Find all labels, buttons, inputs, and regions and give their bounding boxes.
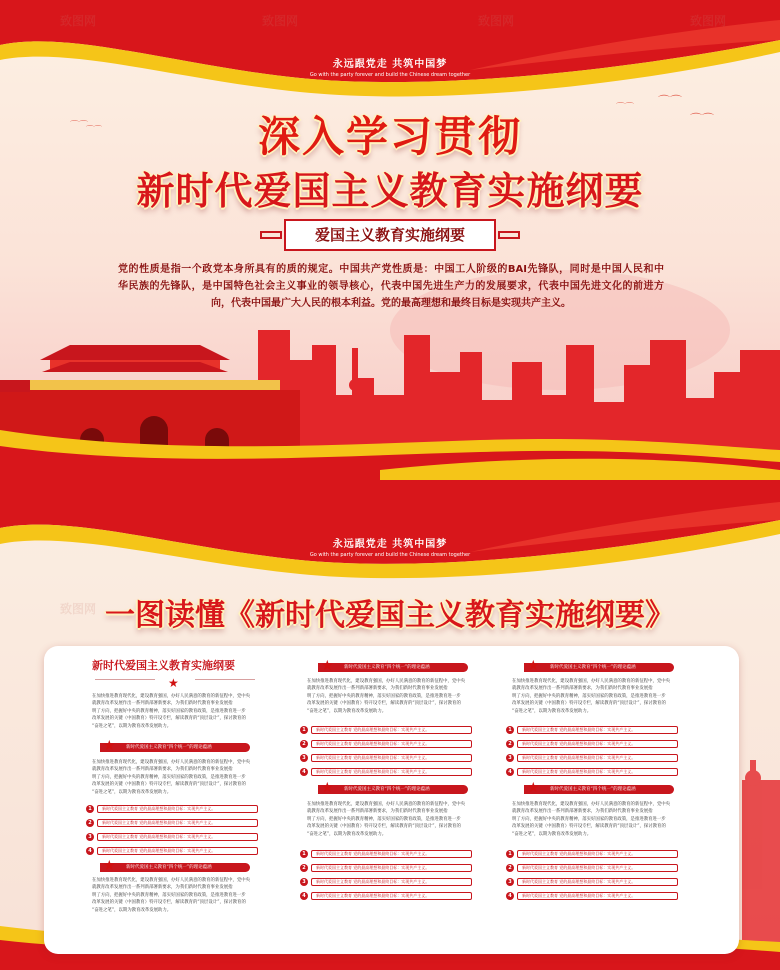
list-item <box>86 847 258 855</box>
item-text: 新时代爱国主义教育 党的最高理想和最终目标：实现共产主义。 <box>311 864 472 872</box>
paragraph-line: 在加快推进教育现代化，建设教育强国，办好人民满意的教育的新征程中，党中央 <box>307 679 466 684</box>
list-item <box>506 864 678 872</box>
star-icon: ★ <box>168 676 179 690</box>
paragraph-line: 在加快推进教育现代化，建设教育强国，办好人民满意的教育的新征程中，党中央 <box>512 802 671 807</box>
column-paragraph <box>92 693 250 730</box>
item-text: 新时代爱国主义教育 党的最高理想和最终目标：实现共产主义。 <box>517 754 678 762</box>
column-paragraph <box>512 678 670 715</box>
paragraph-line: “奋进之笔”，以期为教育改革发展助力。 <box>307 831 387 837</box>
paragraph-line: 明了方向，把握好中央的教育精神，落实好国家的教育政策，是推进教育进一步 <box>92 892 246 898</box>
slogan-chinese: 永远跟党走 共筑中国梦 <box>332 59 448 70</box>
column-paragraph <box>92 877 250 914</box>
item-number: 1 <box>506 726 514 734</box>
intro-line: 向，代表中国最广大人民的根本利益。党的最高理想和最终目标是实现共产主义。 <box>211 298 571 309</box>
paragraph-line: 明了方向，把握好中央的教育精神，落实好国家的教育政策，是推进教育进一步 <box>92 774 246 780</box>
item-text: 新时代爱国主义教育 党的最高理想和最终目标：实现共产主义。 <box>311 878 472 886</box>
item-number: 4 <box>506 892 514 900</box>
list-item <box>506 850 678 858</box>
subtitle-banner <box>284 219 496 251</box>
star-icon: ★ <box>527 780 540 796</box>
intro-line: 华民族的先锋队，是中国特色社会主义事业的领导核心，代表中国先进生产力的发展要求，代表中国先进文化的前进方 <box>118 281 664 292</box>
item-number: 4 <box>506 768 514 776</box>
paragraph-line: 在加快推进教育现代化，建设教育强国，办好人民满意的教育的新征程中，党中央 <box>512 679 671 684</box>
infographic-title: 一图读懂《新时代爱国主义教育实施纲要》 <box>105 598 675 633</box>
poster-panel-top <box>0 0 780 480</box>
column-title: 新时代爱国主义教育实施纲要 <box>92 659 235 672</box>
item-text: 新时代爱国主义教育 党的最高理想和最终目标：实现共产主义。 <box>517 740 678 748</box>
item-text: 新时代爱国主义教育 党的最高理想和最终目标：实现共产主义。 <box>97 819 258 827</box>
list-item <box>506 892 678 900</box>
section-label: 新时代爱国主义教育“四个统一”的理论蕴涵 <box>126 745 212 750</box>
paragraph-line: 明了方向，把握好中央的教育精神，落实好国家的教育政策，是推进教育进一步 <box>92 708 246 714</box>
list-item <box>300 740 472 748</box>
paragraph-line: “奋进之笔”，以期为教育改革发展助力。 <box>512 708 592 714</box>
list-item <box>300 768 472 776</box>
bird-icon: ⌒⌒ <box>86 125 102 134</box>
list-item <box>86 819 258 827</box>
section-label: 新时代爱国主义教育“四个统一”的理论蕴涵 <box>550 665 636 670</box>
star-icon: ★ <box>527 658 540 674</box>
bird-icon: ⌒⌒ <box>616 103 635 113</box>
watermark: 致图网 <box>262 14 299 28</box>
item-number: 1 <box>300 726 308 734</box>
slogan <box>0 55 780 78</box>
star-icon: ★ <box>103 738 116 754</box>
item-number: 2 <box>506 740 514 748</box>
section-label: 新时代爱国主义教育“四个统一”的理论蕴涵 <box>344 665 430 670</box>
bird-icon: ⌒⌒ <box>658 94 683 108</box>
paragraph-line: 明了方向，把握好中央的教育精神，落实好国家的教育政策，是推进教育进一步 <box>512 816 666 822</box>
slogan <box>0 535 780 558</box>
item-text: 新时代爱国主义教育 党的最高理想和最终目标：实现共产主义。 <box>97 805 258 813</box>
paragraph-line: 就教育改革发展作出一系列新部署新要求，为我们新时代教育事业发展指 <box>512 809 653 815</box>
paragraph-line: 就教育改革发展作出一系列新部署新要求，为我们新时代教育事业发展指 <box>307 809 448 815</box>
item-text: 新时代爱国主义教育 党的最高理想和最终目标：实现共产主义。 <box>97 833 258 841</box>
star-icon: ★ <box>103 858 116 874</box>
list-item <box>506 754 678 762</box>
main-title-line2: 新时代爱国主义教育实施纲要 <box>136 169 644 213</box>
paragraph-line: 在加快推进教育现代化，建设教育强国，办好人民满意的教育的新征程中，党中央 <box>92 760 251 765</box>
item-number: 2 <box>86 819 94 827</box>
bird-icon: ⌒⌒ <box>70 121 89 131</box>
slogan-english: Go with the party forever and build the Chinese dream together <box>309 552 471 558</box>
main-title-line1: 深入学习贯彻 <box>257 112 522 161</box>
slogan-english: Go with the party forever and build the Chinese dream together <box>309 72 471 78</box>
paragraph-line: “奋进之笔”，以期为教育改革发展助力。 <box>92 907 172 913</box>
paragraph-line: 就教育改革发展作出一系列新部署新要求，为我们新时代教育事业发展指 <box>512 686 653 692</box>
item-number: 4 <box>300 768 308 776</box>
column-paragraph <box>307 678 465 715</box>
column-paragraph <box>512 801 670 838</box>
column-paragraph <box>307 801 465 838</box>
paragraph-line: 改革发展的关键（中国教育）特开设专栏，解读教育的“顶层设计”，探讨教育的 <box>92 782 246 788</box>
section-label: 新时代爱国主义教育“四个统一”的理论蕴涵 <box>126 865 212 870</box>
star-icon: ★ <box>321 658 334 674</box>
list-item <box>300 864 472 872</box>
item-number: 1 <box>86 805 94 813</box>
item-text: 新时代爱国主义教育 党的最高理想和最终目标：实现共产主义。 <box>517 768 678 776</box>
intro-paragraph <box>118 261 664 312</box>
paragraph-line: 在加快推进教育现代化，建设教育强国，办好人民满意的教育的新征程中，党中央 <box>92 694 251 699</box>
list-item <box>300 878 472 886</box>
paragraph-line: 改革发展的关键（中国教育）特开设专栏，解读教育的“顶层设计”，探讨教育的 <box>92 716 246 722</box>
paragraph-line: 就教育改革发展作出一系列新部署新要求，为我们新时代教育事业发展指 <box>92 767 233 773</box>
paragraph-line: “奋进之笔”，以期为教育改革发展助力。 <box>307 708 387 714</box>
list-item <box>300 892 472 900</box>
item-number: 2 <box>506 864 514 872</box>
watermark: 致图网 <box>60 14 97 28</box>
list-item <box>300 754 472 762</box>
paragraph-line: 就教育改革发展作出一系列新部署新要求，为我们新时代教育事业发展指 <box>307 686 448 692</box>
section-header <box>100 858 250 874</box>
star-icon: ★ <box>321 780 334 796</box>
poster-panel-bottom <box>0 480 780 970</box>
item-text: 新时代爱国主义教育 党的最高理想和最终目标：实现共产主义。 <box>311 754 472 762</box>
list-item <box>506 740 678 748</box>
paragraph-line: 改革发展的关键（中国教育）特开设专栏，解读教育的“顶层设计”，探讨教育的 <box>307 824 461 830</box>
paragraph-line: “奋进之笔”，以期为教育改革发展助力。 <box>92 723 172 729</box>
item-number: 2 <box>300 864 308 872</box>
watermark: 致图网 <box>690 14 727 28</box>
paragraph-line: 在加快推进教育现代化，建设教育强国，办好人民满意的教育的新征程中，党中央 <box>92 878 251 883</box>
list-item <box>506 726 678 734</box>
paragraph-line: “奋进之笔”，以期为教育改革发展助力。 <box>512 831 592 837</box>
list-item <box>86 805 258 813</box>
paragraph-line: 明了方向，把握好中央的教育精神，落实好国家的教育政策，是推进教育进一步 <box>307 693 461 699</box>
section-header <box>318 658 468 674</box>
item-number: 3 <box>86 833 94 841</box>
list-item <box>300 726 472 734</box>
watermark: 致图网 <box>60 602 97 616</box>
column-paragraph <box>92 759 250 796</box>
paragraph-line: 改革发展的关键（中国教育）特开设专栏，解读教育的“顶层设计”，探讨教育的 <box>512 701 666 707</box>
section-header <box>100 738 250 754</box>
list-item <box>506 878 678 886</box>
paragraph-line: 改革发展的关键（中国教育）特开设专栏，解读教育的“顶层设计”，探讨教育的 <box>92 900 246 906</box>
item-number: 1 <box>300 850 308 858</box>
paragraph-line: 就教育改革发展作出一系列新部署新要求，为我们新时代教育事业发展指 <box>92 701 233 707</box>
item-number: 1 <box>506 850 514 858</box>
bird-icon: ⌒⌒ <box>690 112 715 126</box>
item-text: 新时代爱国主义教育 党的最高理想和最终目标：实现共产主义。 <box>517 892 678 900</box>
watermark: 致图网 <box>478 14 515 28</box>
paragraph-line: 改革发展的关键（中国教育）特开设专栏，解读教育的“顶层设计”，探讨教育的 <box>512 824 666 830</box>
section-header <box>524 780 674 796</box>
item-number: 3 <box>300 878 308 886</box>
divider <box>95 679 155 680</box>
paragraph-line: 在加快推进教育现代化，建设教育强国，办好人民满意的教育的新征程中，党中央 <box>307 802 466 807</box>
item-text: 新时代爱国主义教育 党的最高理想和最终目标：实现共产主义。 <box>311 726 472 734</box>
section-header <box>318 780 468 796</box>
item-text: 新时代爱国主义教育 党的最高理想和最终目标：实现共产主义。 <box>311 740 472 748</box>
item-text: 新时代爱国主义教育 党的最高理想和最终目标：实现共产主义。 <box>517 726 678 734</box>
paragraph-line: “奋进之笔”，以期为教育改革发展助力。 <box>92 789 172 795</box>
list-item <box>86 833 258 841</box>
paragraph-line: 明了方向，把握好中央的教育精神，落实好国家的教育政策，是推进教育进一步 <box>512 693 666 699</box>
item-number: 3 <box>300 754 308 762</box>
intro-line: 党的性质是指一个政党本身所具有的质的规定。中国共产党性质是：中国工人阶级的BAI先锋队，同时是中国人民和中 <box>118 264 664 275</box>
subtitle-text: 爱国主义教育实施纲要 <box>314 226 465 244</box>
item-number: 4 <box>86 847 94 855</box>
item-text: 新时代爱国主义教育 党的最高理想和最终目标：实现共产主义。 <box>517 850 678 858</box>
list-item <box>506 768 678 776</box>
divider <box>195 679 255 680</box>
item-text: 新时代爱国主义教育 党的最高理想和最终目标：实现共产主义。 <box>311 850 472 858</box>
item-text: 新时代爱国主义教育 党的最高理想和最终目标：实现共产主义。 <box>311 892 472 900</box>
item-number: 3 <box>506 754 514 762</box>
item-text: 新时代爱国主义教育 党的最高理想和最终目标：实现共产主义。 <box>311 768 472 776</box>
item-text: 新时代爱国主义教育 党的最高理想和最终目标：实现共产主义。 <box>97 847 258 855</box>
item-number: 4 <box>300 892 308 900</box>
item-text: 新时代爱国主义教育 党的最高理想和最终目标：实现共产主义。 <box>517 864 678 872</box>
item-number: 3 <box>506 878 514 886</box>
item-number: 2 <box>300 740 308 748</box>
paragraph-line: 改革发展的关键（中国教育）特开设专栏，解读教育的“顶层设计”，探讨教育的 <box>307 701 461 707</box>
section-label: 新时代爱国主义教育“四个统一”的理论蕴涵 <box>550 787 636 792</box>
section-header <box>524 658 674 674</box>
paragraph-line: 就教育改革发展作出一系列新部署新要求，为我们新时代教育事业发展指 <box>92 885 233 891</box>
section-label: 新时代爱国主义教育“四个统一”的理论蕴涵 <box>344 787 430 792</box>
paragraph-line: 明了方向，把握好中央的教育精神，落实好国家的教育政策，是推进教育进一步 <box>307 816 461 822</box>
slogan-chinese: 永远跟党走 共筑中国梦 <box>332 539 448 550</box>
list-item <box>300 850 472 858</box>
item-text: 新时代爱国主义教育 党的最高理想和最终目标：实现共产主义。 <box>517 878 678 886</box>
